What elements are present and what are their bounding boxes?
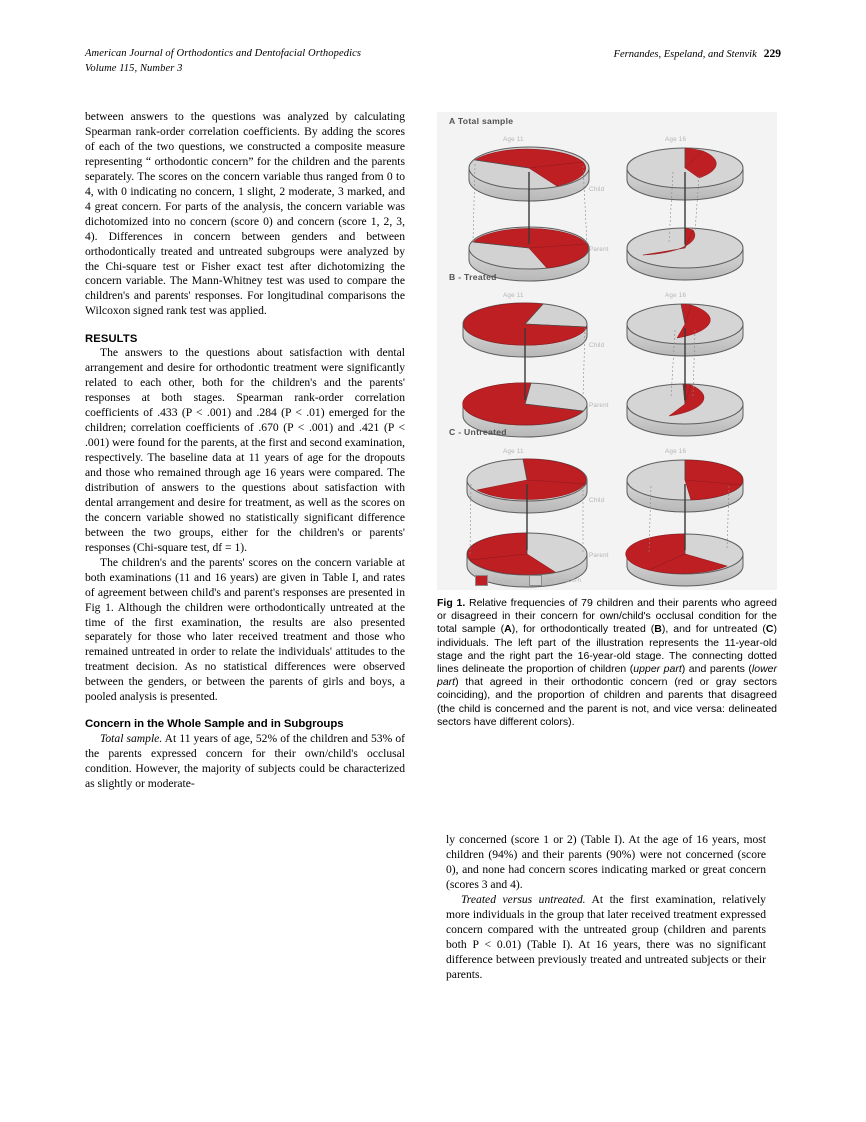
legend-item-no-concern [529,575,582,586]
left-column [85,110,405,792]
journal-volume: Volume 115, Number 3 [85,62,183,74]
disk-title-a-left: Age 11 [503,136,524,143]
paragraph-results-2: The children's and the parents' scores on the concern variable at both examinations (11 and 16 years) are given in Table I, and rates of agreement between child's and parent's responses are presented in Fig 1. Although the children were orthodontically untreated at the time of the first examination, the results are also presented separately for those who later received treatment and those who remained untreated in order to relate the individuals' attitudes to the treatment decision. As no statistical differences were observed between the genders, or between the parents of girls and boys, a pooled analysis is presented. [85,555,405,704]
running-head-authors [614,47,781,63]
right-column [446,833,766,983]
panel-label-c: C - Untreated [449,427,507,437]
caption-text-5: ) and parents ( [681,663,752,676]
heading-results: RESULTS [85,333,138,346]
paragraph-methods: between answers to the questions was analyzed by calculating Spearman rank-order correlation coefficients. By adding the scores of each of the two questions, we constructed a composite measure representing “ orthodontic concern” for the children and the parents separately. The scores on the concern variable thus ranged from 0 to 4, with 0 indicating no concern, 1 slight, 2 moderate, 3 marked, and 4 great concern. For parts of the analysis, the concern variable was dichotomized into no concern (score 0) and concern (score 1, 2, 3, 4). Differences in concern between genders and between orthodontically treated and untreated subgroups were analyzed by the Chi-square test or Fisher exact test after dichotomizing the concern variable. The Mann-Whitney test was used to compare the children's and parents' responses. For longitudinal comparisons the Wilcoxon signed rank test was applied. [85,110,405,318]
disk-title-a-right: Age 16 [665,136,687,143]
caption-text-3: ), and for untreated ( [661,623,766,636]
panel-b-disks [437,298,777,443]
figure-1-caption [437,597,777,729]
figure-caption-label: Fig 1. [437,597,466,609]
legend-item-concern [475,575,519,586]
panel-c-disks [437,454,777,590]
runin-total-sample: Total sample. [100,732,163,746]
disk-title-c-left: Age 11 [503,448,524,455]
disk-title-c-right: Age 16 [665,448,687,455]
journal-name: American Journal of Orthodontics and Dentofacial Orthopedics [85,48,362,59]
legend-swatch-red-icon [475,575,488,586]
paragraph-total-sample-text: At 11 years of age, 52% of the children and 53% of the parents expressed concern for their own/child's occlusal condition. However, the majority of subjects could be characterized as slightly or moderate- [85,732,405,791]
figure-legend [475,575,581,586]
paragraph-total-sample [85,732,405,792]
running-head [85,47,781,81]
legend-label-concern: Concern [493,577,519,584]
caption-text-2: ), for orthodontically treated ( [511,623,655,636]
figure-1 [437,112,777,729]
paragraph-results-1: The answers to the questions about satisfaction with dental arrangement and desire for orthodontic treatment were significantly related to each other, both for the children's and the parents' responses at both stages. Spearman rank-order correlation coefficients of .433 (P < .001) and .284 (P < .01) emerged for the children; correlation coefficients of .670 (P < .001) and .421 (P < .001) were found for the parents, at the first and second examination, respectively. The baseline data at 11 years of age for the dropouts and those who remained through age 16 years were compared. The distribution of answers to the questions about satisfaction with dental arrangement and desire for treatment, as well as the scores on the concern variable showed no statistically significant difference between the two groups, either for the children's or parents' responses (Chi-square test, df = 1). [85,346,406,554]
paragraph-treated-text: At the first examination, relatively more individuals in the group that later received treatment expressed concern compared with the untreated group (children and parents both P < 0.01) (Table I). At 16 years, there was no significant difference between previously treated and untreated subjects or their parents. [446,892,766,981]
row-label-b-parent: Parent [589,402,609,409]
page-number: 229 [763,48,781,60]
legend-label-no-concern: No concern [546,577,582,584]
caption-text-4: ) individuals. The left part of the illustration represents the 11-year-old stage and the right part the 16-year-old stage. The connecting dotted lines delineate the proportion of children ( [437,623,777,676]
row-label-c-parent: Parent [589,552,609,559]
caption-italic-lower: lower part [437,663,777,689]
paragraph-continuation: ly concerned (score 1 or 2) (Table I). At the age of 16 years, most children (94%) and their parents (90%) were not concerned (score 0), and none had concern scores indicating marked or great concern (scores 3 and 4). [446,833,766,891]
legend-swatch-gray-icon [529,575,542,586]
row-label-c-child: Child [589,497,605,504]
row-label-a-parent: Parent [589,246,609,253]
caption-text-6: ) that agreed in their orthodontic concern (red or gray sectors coinciding), and the proportion of children and parents that disagreed (the child is concerned and the parent is not, and vice versa: delineated sectors have different colors). [437,676,777,728]
row-label-b-child: Child [589,342,605,349]
caption-bold-b: B [654,623,662,636]
disk-title-b-left: Age 11 [503,292,524,299]
panel-a-disks [437,142,777,287]
paragraph-treated-vs-untreated [446,893,766,983]
caption-bold-a: A [504,623,512,636]
caption-italic-upper: upper part [633,663,682,676]
author-names: Fernandes, Espeland, and Stenvik [613,49,757,60]
row-label-a-child: Child [589,186,605,193]
caption-bold-c: C [765,623,774,636]
caption-text-1: Relative frequencies of 79 children and their parents who agreed or disagreed in their concern for own/child's occlusal condition for the total sample ( [437,597,777,636]
heading-concern-subgroups: Concern in the Whole Sample and in Subgroups [85,718,344,731]
panel-label-a: A Total sample [449,116,514,126]
figure-1-image [437,112,777,590]
journal-title [85,47,361,76]
disk-title-b-right: Age 16 [665,292,687,299]
runin-treated-versus-untreated: Treated versus untreated. [461,892,586,906]
panel-label-b: B - Treated [449,272,497,282]
